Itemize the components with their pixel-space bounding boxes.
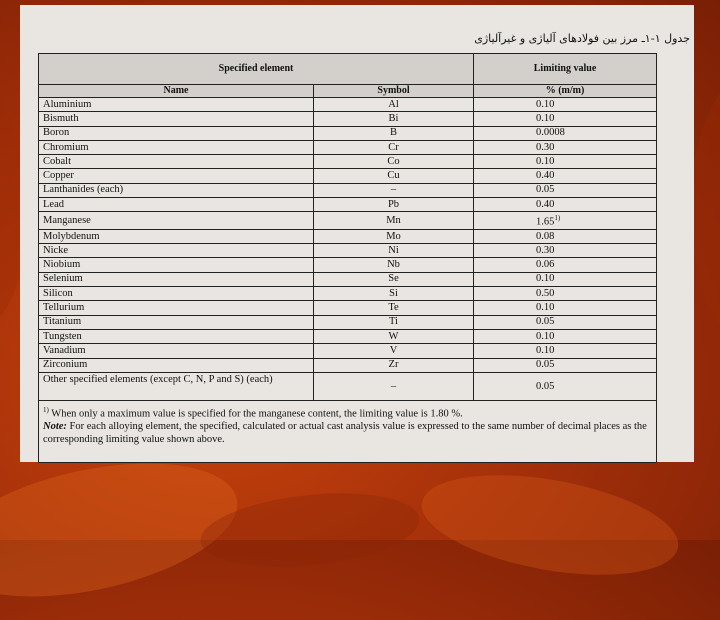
cell-symbol-text: Nb (387, 259, 400, 271)
cell-value-text: 0.50 (536, 287, 555, 299)
cell-name (39, 244, 314, 258)
cell-name-text: Aluminium (43, 98, 92, 110)
cell-value-text: 0.10 (536, 273, 555, 285)
cell-symbol (314, 140, 474, 154)
cell-name-text: Titanium (43, 316, 82, 328)
header-unit: % (m/m) (474, 85, 657, 98)
table-row (39, 98, 657, 112)
cell-symbol-text: – (390, 184, 397, 196)
cell-value-text: 0.30 (536, 141, 555, 153)
table-row (39, 126, 657, 140)
cell-name-text: Molybdenum (43, 230, 100, 242)
cell-symbol (314, 315, 474, 329)
table-row (39, 169, 657, 183)
background-swirl (690, 60, 720, 360)
table-row (39, 287, 657, 301)
cell-symbol-text: Ti (389, 316, 398, 328)
cell-value-text: 0.06 (536, 259, 555, 271)
cell-name (39, 126, 314, 140)
cell-name-text: Cobalt (43, 155, 71, 167)
table-row (39, 183, 657, 197)
cell-value-text: 0.10 (536, 112, 555, 124)
cell-value (474, 344, 657, 358)
cell-name-text: Bismuth (43, 112, 79, 124)
cell-value (474, 169, 657, 183)
cell-name (39, 155, 314, 169)
cell-value-text: 0.10 (536, 344, 555, 356)
cell-value (474, 244, 657, 258)
cell-name (39, 287, 314, 301)
table-row (39, 244, 657, 258)
cell-name-text: Niobium (43, 259, 81, 271)
table-row (39, 272, 657, 286)
table-row (39, 358, 657, 372)
cell-value-text: 0.10 (536, 302, 555, 313)
cell-name (39, 329, 314, 343)
cell-symbol (314, 98, 474, 112)
cell-value (474, 212, 657, 230)
cell-symbol (314, 272, 474, 286)
cell-name-text: Nicke (43, 244, 69, 256)
cell-symbol-text: Bi (388, 112, 399, 124)
cell-symbol-text: Te (388, 302, 399, 313)
cell-symbol (314, 329, 474, 343)
cell-name-text: Selenium (43, 273, 83, 285)
cell-value (474, 315, 657, 329)
cell-value-text: 0.05 (536, 316, 555, 328)
cell-value-text: 0.10 (536, 155, 555, 167)
alloy-limits-table (38, 53, 657, 463)
cell-symbol (314, 112, 474, 126)
cell-symbol (314, 244, 474, 258)
cell-value-text: 0.05 (536, 184, 555, 196)
cell-symbol (314, 126, 474, 140)
cell-symbol-text: V (389, 344, 398, 356)
cell-name-text: Lanthanides (each) (43, 184, 124, 196)
cell-name-text: Manganese (43, 214, 91, 226)
cell-name (39, 140, 314, 154)
table-row (39, 301, 657, 315)
cell-value (474, 183, 657, 197)
cell-symbol: – (314, 372, 474, 400)
cell-value (474, 258, 657, 272)
header-symbol: Symbol (314, 85, 474, 98)
cell-name-text: Tungsten (43, 330, 82, 342)
cell-value (474, 229, 657, 243)
footnote-cell (39, 400, 657, 462)
cell-name (39, 198, 314, 212)
table-row (39, 229, 657, 243)
table-row (39, 112, 657, 126)
cell-symbol-text: Co (387, 155, 400, 167)
cell-symbol (314, 344, 474, 358)
cell-symbol (314, 301, 474, 315)
cell-value-text: 0.30 (536, 244, 555, 256)
cell-value (474, 126, 657, 140)
cell-value (474, 358, 657, 372)
cell-symbol-text: Pb (387, 198, 400, 210)
cell-value: 0.05 (474, 372, 657, 400)
cell-symbol-text: Mo (386, 230, 401, 242)
table-footnote-row (39, 400, 657, 462)
table-row (39, 315, 657, 329)
footnote-ref: 1) (554, 214, 561, 223)
table-row (39, 258, 657, 272)
cell-name (39, 301, 314, 315)
cell-value-text: 0.10 (536, 98, 555, 110)
cell-value-text: 0.0008 (536, 127, 565, 139)
cell-name (39, 272, 314, 286)
cell-value (474, 301, 657, 315)
note-label: Note: (43, 421, 67, 433)
header-limiting-value: Limiting value (474, 54, 657, 85)
table-row (39, 212, 657, 230)
cell-symbol (314, 183, 474, 197)
table-row (39, 198, 657, 212)
cell-symbol (314, 229, 474, 243)
cell-value (474, 155, 657, 169)
cell-symbol (314, 198, 474, 212)
table-row (39, 155, 657, 169)
table-row (39, 329, 657, 343)
cell-value-text: 1.65 (536, 216, 555, 228)
cell-name (39, 358, 314, 372)
cell-symbol-text: Mn (386, 214, 401, 226)
cell-name (39, 183, 314, 197)
cell-name (39, 112, 314, 126)
cell-symbol-text: Al (388, 98, 399, 110)
header-specified-element: Specified element (39, 54, 474, 85)
cell-value (474, 140, 657, 154)
cell-symbol-text: Si (389, 287, 398, 299)
cell-symbol (314, 155, 474, 169)
table-caption: جدول ۱-۱ـ مرز بین فولادهای آلیاژی و غیرآلیاژی (474, 32, 690, 45)
cell-value-text: 0.40 (536, 198, 555, 210)
background-swirl (414, 458, 686, 592)
cell-name-text: Zirconium (43, 359, 88, 371)
cell-name-text: Lead (43, 198, 64, 210)
table-row (39, 344, 657, 358)
cell-symbol (314, 258, 474, 272)
cell-symbol-text: W (388, 330, 399, 342)
cell-name (39, 212, 314, 230)
cell-symbol-text: B (390, 127, 398, 139)
cell-value-text: 0.08 (536, 230, 555, 242)
cell-symbol-text: Se (388, 273, 399, 285)
cell-name-text: Chromium (43, 141, 89, 153)
cell-value-text: 0.10 (536, 330, 555, 342)
table-row (39, 140, 657, 154)
cell-symbol-text: Cr (388, 141, 399, 153)
footnote-text: When only a maximum value is specified for the manganese content, the limiting value is 1.80 %. (51, 408, 463, 420)
cell-symbol (314, 287, 474, 301)
cell-name-text: Tellurium (43, 302, 85, 313)
cell-symbol (314, 169, 474, 183)
cell-symbol-text: Cu (387, 170, 400, 182)
cell-name: Other specified elements (except C, N, P and S) (each) (39, 372, 314, 400)
cell-value (474, 287, 657, 301)
cell-value-text: 0.05 (536, 359, 555, 371)
header-name: Name (39, 85, 314, 98)
cell-name (39, 315, 314, 329)
cell-name-text: Boron (43, 127, 70, 139)
cell-symbol (314, 358, 474, 372)
cell-value (474, 272, 657, 286)
cell-name (39, 344, 314, 358)
cell-name-text: Vanadium (43, 344, 86, 356)
cell-symbol-text: Ni (388, 244, 399, 256)
cell-name-text: Silicon (43, 287, 73, 299)
cell-value (474, 98, 657, 112)
cell-value (474, 112, 657, 126)
cell-symbol (314, 212, 474, 230)
note-text: For each alloying element, the specified, calculated or actual cast analysis value is expressed to the same number of decimal places as the corresponding limiting value shown above. (43, 421, 647, 446)
cell-value-text: 0.40 (536, 170, 555, 182)
cell-value (474, 198, 657, 212)
cell-name (39, 169, 314, 183)
cell-value (474, 329, 657, 343)
cell-name (39, 98, 314, 112)
cell-symbol-text: Zr (388, 359, 399, 371)
footnote-marker: 1) (43, 405, 49, 414)
cell-name (39, 229, 314, 243)
table-row-other (39, 372, 657, 400)
cell-name-text: Copper (43, 170, 74, 182)
cell-name (39, 258, 314, 272)
